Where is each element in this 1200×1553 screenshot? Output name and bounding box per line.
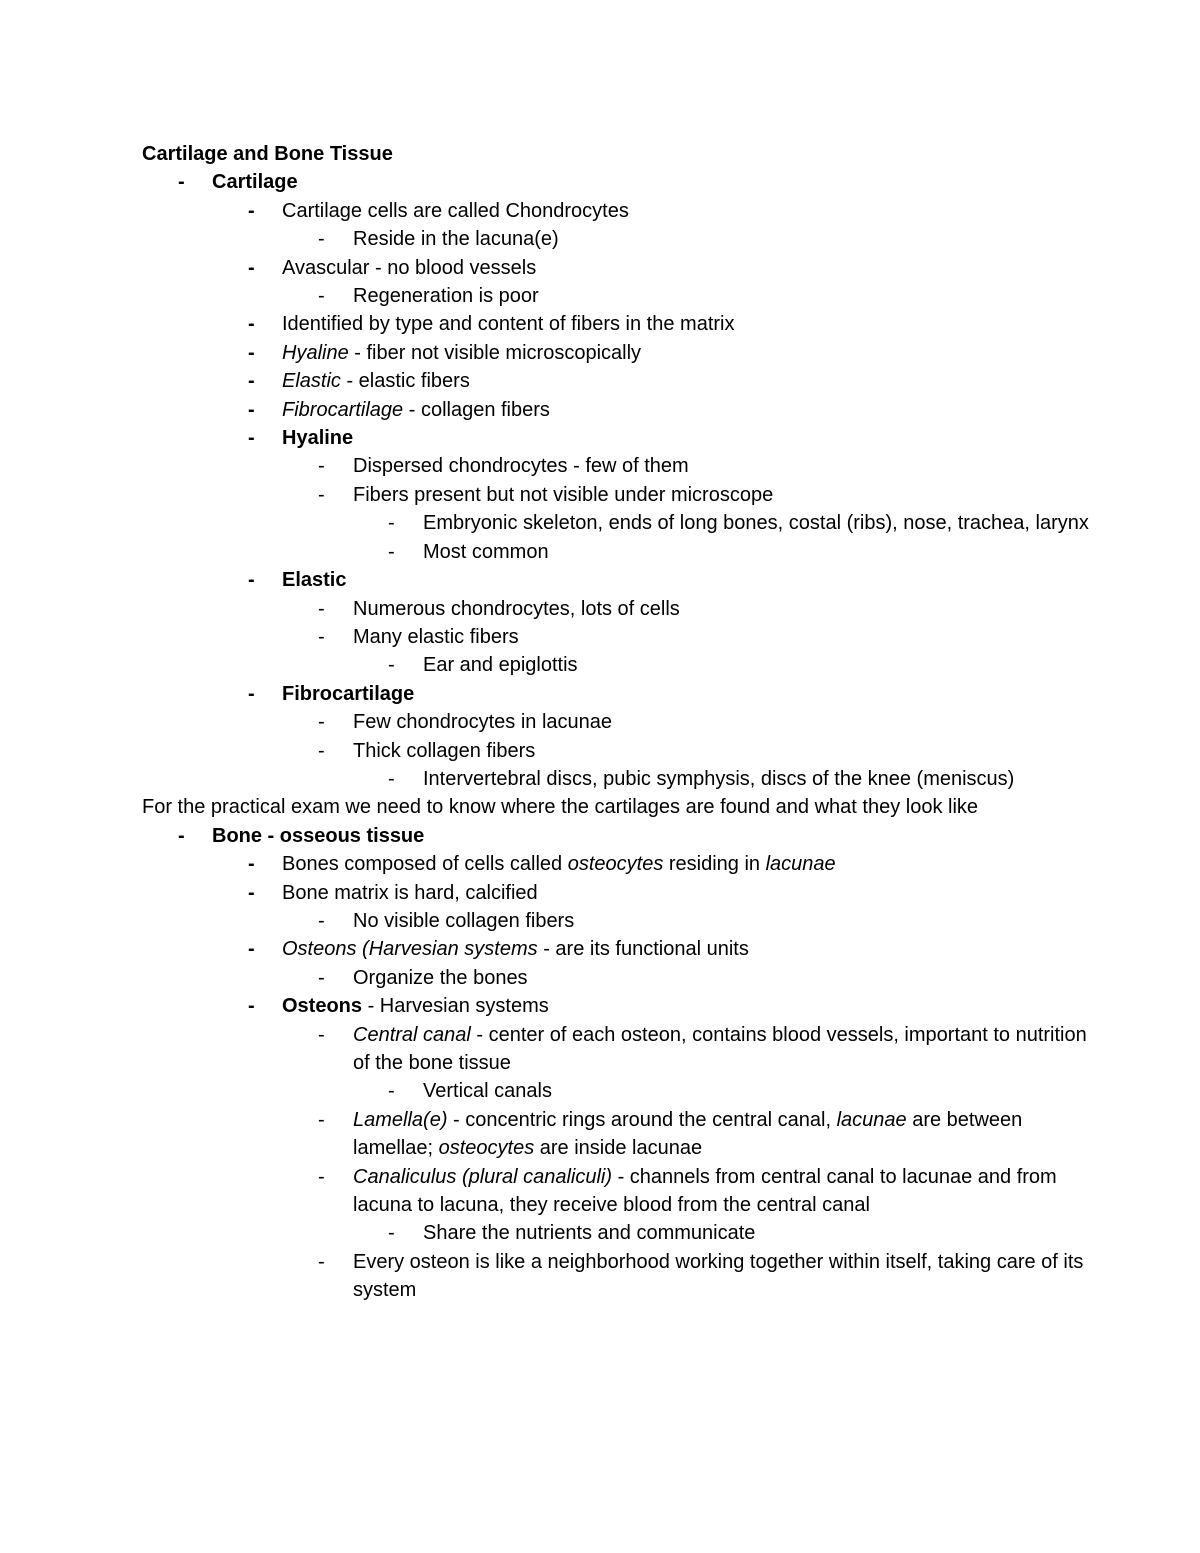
bullet-text: Dispersed chondrocytes - few of them xyxy=(353,455,689,478)
term-osteons: Osteons (Harvesian systems xyxy=(282,938,538,961)
term-fibrocartilage: Fibrocartilage xyxy=(282,398,404,421)
bullet-text: Regeneration is poor xyxy=(353,285,539,308)
bullet-text: are inside lacunae xyxy=(534,1137,703,1160)
practical-exam-note: For the practical exam we need to know where the cartilages are found and what they look like xyxy=(142,796,979,819)
term-elastic: Elastic xyxy=(282,370,341,393)
subsection-heading-osteons: Osteons xyxy=(282,995,363,1018)
bullet-text: No visible collagen fibers xyxy=(353,909,575,932)
bullet-osteons-heading xyxy=(142,992,1102,1020)
bullet-text: Organize the bones xyxy=(353,966,528,989)
bullet-text: Few chondrocytes in lacunae xyxy=(353,711,613,734)
bullet-dash: - xyxy=(318,597,325,620)
bullet-text: Bone matrix is hard, calcified xyxy=(282,881,538,904)
bullet-dash: - xyxy=(178,171,185,194)
document-body xyxy=(142,140,1102,1305)
bullet-avascular xyxy=(142,254,1102,282)
bullet-hyaline-heading xyxy=(142,424,1102,452)
bullet-dash: - xyxy=(248,313,255,336)
bullet-dash: - xyxy=(388,1222,395,1245)
bullet-text: - are its functional units xyxy=(537,938,749,961)
bullet-text: Thick collagen fibers xyxy=(353,739,536,762)
bullet-osteons-units xyxy=(142,935,1102,963)
bullet-text: Avascular - no blood vessels xyxy=(282,256,537,279)
bullet-dash: - xyxy=(388,654,395,677)
bullet-text: Identified by type and content of fibers in the matrix xyxy=(282,313,735,336)
bullet-dash: - xyxy=(248,199,255,222)
bullet-cartilage xyxy=(142,168,1102,196)
subsection-heading-hyaline: Hyaline xyxy=(282,427,354,450)
list-item xyxy=(142,1163,1102,1220)
bullet-chondrocytes xyxy=(142,197,1102,225)
bullet-dash: - xyxy=(248,569,255,592)
bullet-text: Many elastic fibers xyxy=(353,625,519,648)
bullet-text: Numerous chondrocytes, lots of cells xyxy=(353,597,680,620)
bullet-dash: - xyxy=(318,1108,325,1131)
bullet-dash: - xyxy=(318,625,325,648)
bullet-text: Embryonic skeleton, ends of long bones, costal (ribs), nose, trachea, larynx xyxy=(423,512,1089,535)
bullet-dash: - xyxy=(388,767,395,790)
list-item xyxy=(142,907,1102,935)
bullet-dash: - xyxy=(388,540,395,563)
bullet-dash: - xyxy=(248,938,255,961)
bullet-dash: - xyxy=(248,398,255,421)
subsection-heading-fibrocartilage: Fibrocartilage xyxy=(282,682,415,705)
bullet-text: - fiber not visible microscopically xyxy=(348,341,642,364)
term-canaliculus: Canaliculus (plural canaliculi) xyxy=(353,1165,613,1188)
list-item xyxy=(142,481,1102,509)
list-item xyxy=(142,737,1102,765)
bullet-text: Share the nutrients and communicate xyxy=(423,1222,756,1245)
term-lacunae: lacunae xyxy=(836,1108,907,1131)
bullet-fibro-heading xyxy=(142,680,1102,708)
list-item xyxy=(142,1248,1102,1305)
bullet-bone xyxy=(142,822,1102,850)
bullet-dash: - xyxy=(248,881,255,904)
list-item xyxy=(142,595,1102,623)
subsection-heading-elastic: Elastic xyxy=(282,569,347,592)
bullet-text: Cartilage cells are called Chondrocytes xyxy=(282,199,629,222)
bullet-text: Vertical canals xyxy=(423,1080,552,1103)
list-item xyxy=(142,651,1102,679)
list-item xyxy=(142,708,1102,736)
bullet-bone-matrix xyxy=(142,879,1102,907)
bullet-dash: - xyxy=(318,1023,325,1046)
list-item xyxy=(142,964,1102,992)
bullet-dash: - xyxy=(248,256,255,279)
bullet-text: - channels from central canal to lacunae and from lacuna to lacuna, they receive blood from the central canal xyxy=(353,1165,1057,1217)
bullet-dash: - xyxy=(318,228,325,251)
bullet-text: - concentric rings around the central canal, xyxy=(447,1108,837,1131)
bullet-dash: - xyxy=(318,1250,325,1273)
list-item xyxy=(142,1021,1102,1078)
bullet-dash: - xyxy=(178,824,185,847)
bullet-dash: - xyxy=(388,1080,395,1103)
bullet-dash: - xyxy=(248,341,255,364)
term-lacunae: lacunae xyxy=(765,853,836,876)
bullet-text: Ear and epiglottis xyxy=(423,654,578,677)
list-item xyxy=(142,1219,1102,1247)
term-hyaline: Hyaline xyxy=(282,341,349,364)
bullet-dash: - xyxy=(318,483,325,506)
term-osteocytes: osteocytes xyxy=(438,1137,535,1160)
bullet-text: residing in xyxy=(663,853,766,876)
bullet-text: - center of each osteon, contains blood vessels, important to nutrition of the bone tissue xyxy=(353,1023,1087,1074)
section-heading-bone: Bone - osseous tissue xyxy=(212,824,425,847)
bullet-dash: - xyxy=(248,995,255,1018)
bullet-dash: - xyxy=(318,739,325,762)
list-item xyxy=(142,765,1102,793)
document-title: Cartilage and Bone Tissue xyxy=(142,143,393,165)
bullet-dash: - xyxy=(248,853,255,876)
bullet-dash: - xyxy=(318,455,325,478)
bullet-hyaline-def xyxy=(142,339,1102,367)
bullet-text: Every osteon is like a neighborhood working together within itself, taking care of its system xyxy=(353,1250,1084,1302)
bullet-dash: - xyxy=(318,1165,325,1188)
bullet-text: Reside in the lacuna(e) xyxy=(353,228,559,251)
term-lamellae: Lamella(e) xyxy=(353,1108,448,1131)
bullet-text: Most common xyxy=(423,540,549,563)
bullet-text: are between lamellae; xyxy=(353,1108,1023,1160)
bullet-reside xyxy=(142,225,1102,253)
list-item xyxy=(142,1077,1102,1105)
bullet-regeneration xyxy=(142,282,1102,310)
bullet-dash: - xyxy=(318,909,325,932)
section-heading-cartilage: Cartilage xyxy=(212,171,298,194)
bullet-text: Fibers present but not visible under microscope xyxy=(353,483,774,506)
bullet-dash: - xyxy=(248,682,255,705)
bullet-text: - Harvesian systems xyxy=(362,995,549,1018)
bullet-fibro-def xyxy=(142,396,1102,424)
term-central-canal: Central canal xyxy=(353,1023,471,1046)
bullet-dash: - xyxy=(318,966,325,989)
list-item xyxy=(142,538,1102,566)
bullet-text: Intervertebral discs, pubic symphysis, discs of the knee (meniscus) xyxy=(423,767,1015,790)
bullet-text: - elastic fibers xyxy=(340,370,470,393)
bullet-text: Bones composed of cells called xyxy=(282,853,568,876)
bullet-elastic-heading xyxy=(142,566,1102,594)
bullet-dash: - xyxy=(318,711,325,734)
bullet-elastic-def xyxy=(142,367,1102,395)
list-item xyxy=(142,1106,1102,1163)
bullet-dash: - xyxy=(248,370,255,393)
list-item xyxy=(142,452,1102,480)
list-item xyxy=(142,509,1102,537)
bullet-identified xyxy=(142,310,1102,338)
bullet-dash: - xyxy=(248,427,255,450)
bullet-dash: - xyxy=(388,512,395,535)
bullet-bone-composed xyxy=(142,850,1102,878)
term-osteocytes: osteocytes xyxy=(567,853,664,876)
bullet-dash: - xyxy=(318,285,325,308)
list-item xyxy=(142,623,1102,651)
bullet-text: - collagen fibers xyxy=(403,398,550,421)
